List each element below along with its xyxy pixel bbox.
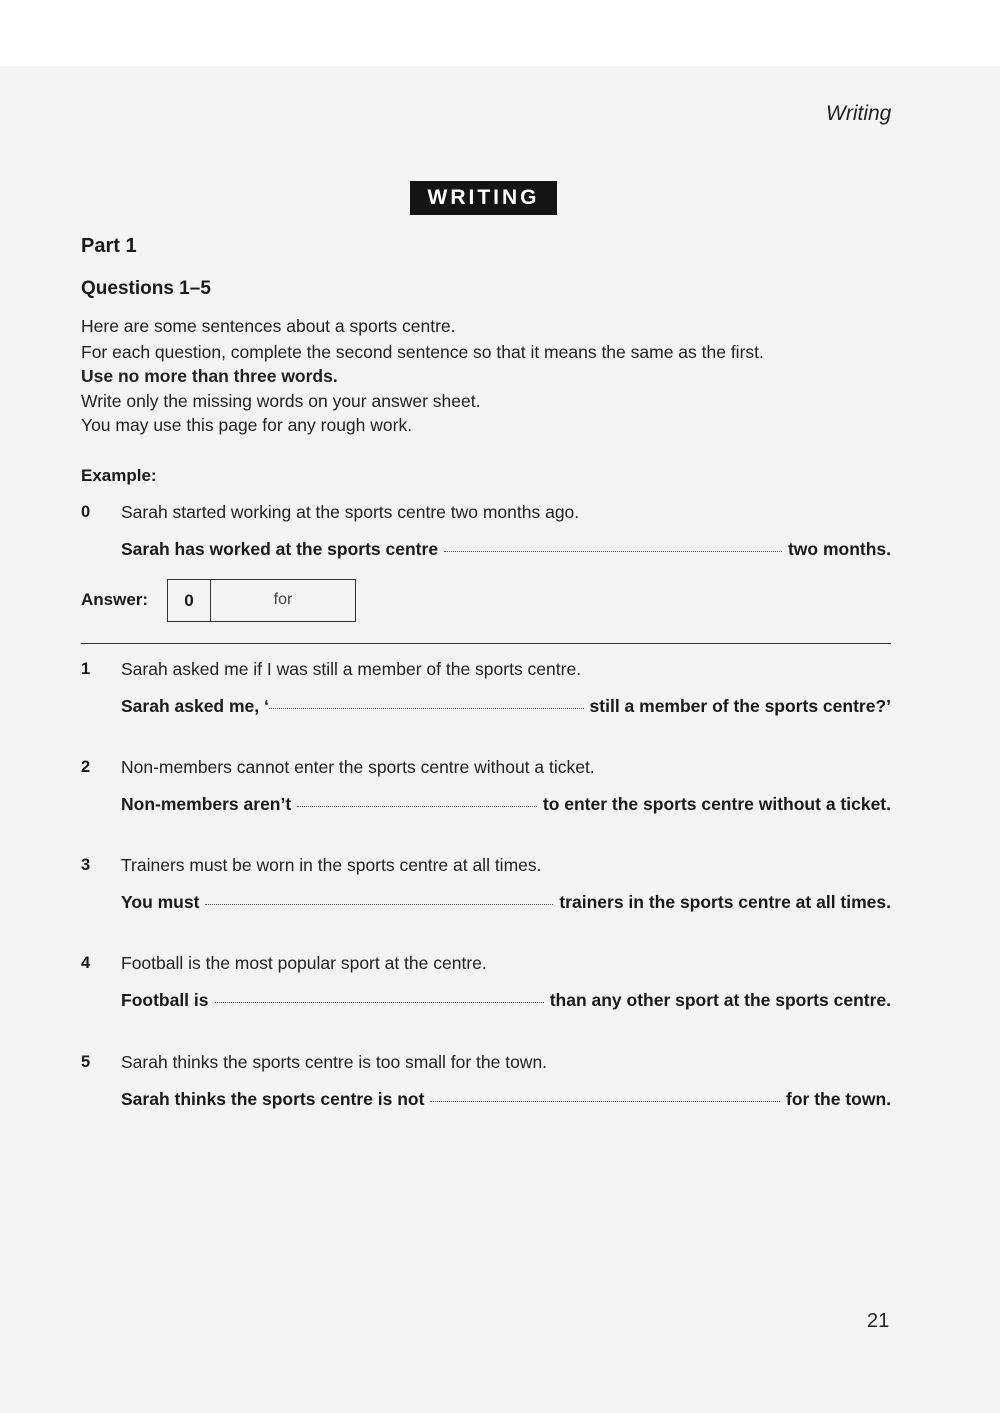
prompt-before: Sarah asked me, ‘ [121, 696, 269, 716]
question-prompt [121, 696, 891, 717]
answer-gap[interactable] [297, 806, 537, 807]
answer-gap [444, 551, 782, 552]
questions-title: Questions 1–5 [81, 278, 211, 299]
prompt-after: still a member of the sports centre?’ [589, 696, 891, 716]
question-number: 5 [81, 1053, 91, 1071]
part-title: Part 1 [81, 235, 137, 257]
question-number: 3 [81, 856, 91, 874]
prompt-after: two months. [787, 539, 891, 559]
section-banner: WRITING [410, 181, 557, 215]
prompt-before: Sarah has worked at the sports centre [121, 539, 439, 559]
prompt-before: Football is [121, 990, 209, 1010]
answer-gap[interactable] [215, 1002, 544, 1003]
answer-gap[interactable] [205, 904, 553, 905]
instruction-line: For each question, complete the second sentence so that it means the same as the first. [81, 342, 764, 362]
prompt-after: trainers in the sports centre at all times. [559, 892, 891, 912]
prompt-before: You must [121, 892, 200, 912]
example-prompt [121, 539, 891, 560]
answer-gap[interactable] [269, 708, 584, 709]
example-answer-box [167, 579, 356, 622]
example-label: Example: [81, 466, 157, 485]
prompt-before: Sarah thinks the sports centre is not [121, 1089, 425, 1109]
question-number: 4 [81, 954, 91, 972]
prompt-before: Non-members aren’t [121, 794, 292, 814]
question-prompt [121, 1089, 891, 1110]
answer-box-number: 0 [168, 580, 211, 621]
question-prompt [121, 892, 891, 913]
instruction-line: Here are some sentences about a sports centre. [81, 316, 456, 336]
instruction-line: Use no more than three words. [81, 366, 338, 386]
question-number: 1 [81, 660, 91, 678]
question-sentence: Trainers must be worn in the sports centre at all times. [121, 855, 542, 875]
question-number: 2 [81, 758, 91, 776]
running-head: Writing [826, 102, 892, 125]
example-sentence: Sarah started working at the sports centre two months ago. [121, 502, 580, 522]
page-number: 21 [867, 1310, 890, 1332]
question-sentence: Football is the most popular sport at the centre. [121, 953, 487, 973]
question-sentence: Sarah asked me if I was still a member of the sports centre. [121, 659, 582, 679]
prompt-after: to enter the sports centre without a ticket. [542, 794, 891, 814]
prompt-after: than any other sport at the sports centre. [549, 990, 891, 1010]
prompt-after: for the town. [786, 1089, 891, 1109]
question-sentence: Sarah thinks the sports centre is too small for the town. [121, 1052, 548, 1072]
question-prompt [121, 794, 891, 815]
divider [81, 643, 891, 644]
answer-box-value: for [273, 591, 293, 608]
exam-page [0, 66, 1000, 1413]
instruction-line: Write only the missing words on your answer sheet. [81, 391, 481, 411]
question-sentence: Non-members cannot enter the sports centre without a ticket. [121, 757, 595, 777]
answer-gap[interactable] [430, 1101, 780, 1102]
answer-label: Answer: [81, 590, 149, 609]
instruction-line: You may use this page for any rough work. [81, 415, 413, 435]
example-number: 0 [81, 503, 91, 521]
question-prompt [121, 990, 891, 1011]
